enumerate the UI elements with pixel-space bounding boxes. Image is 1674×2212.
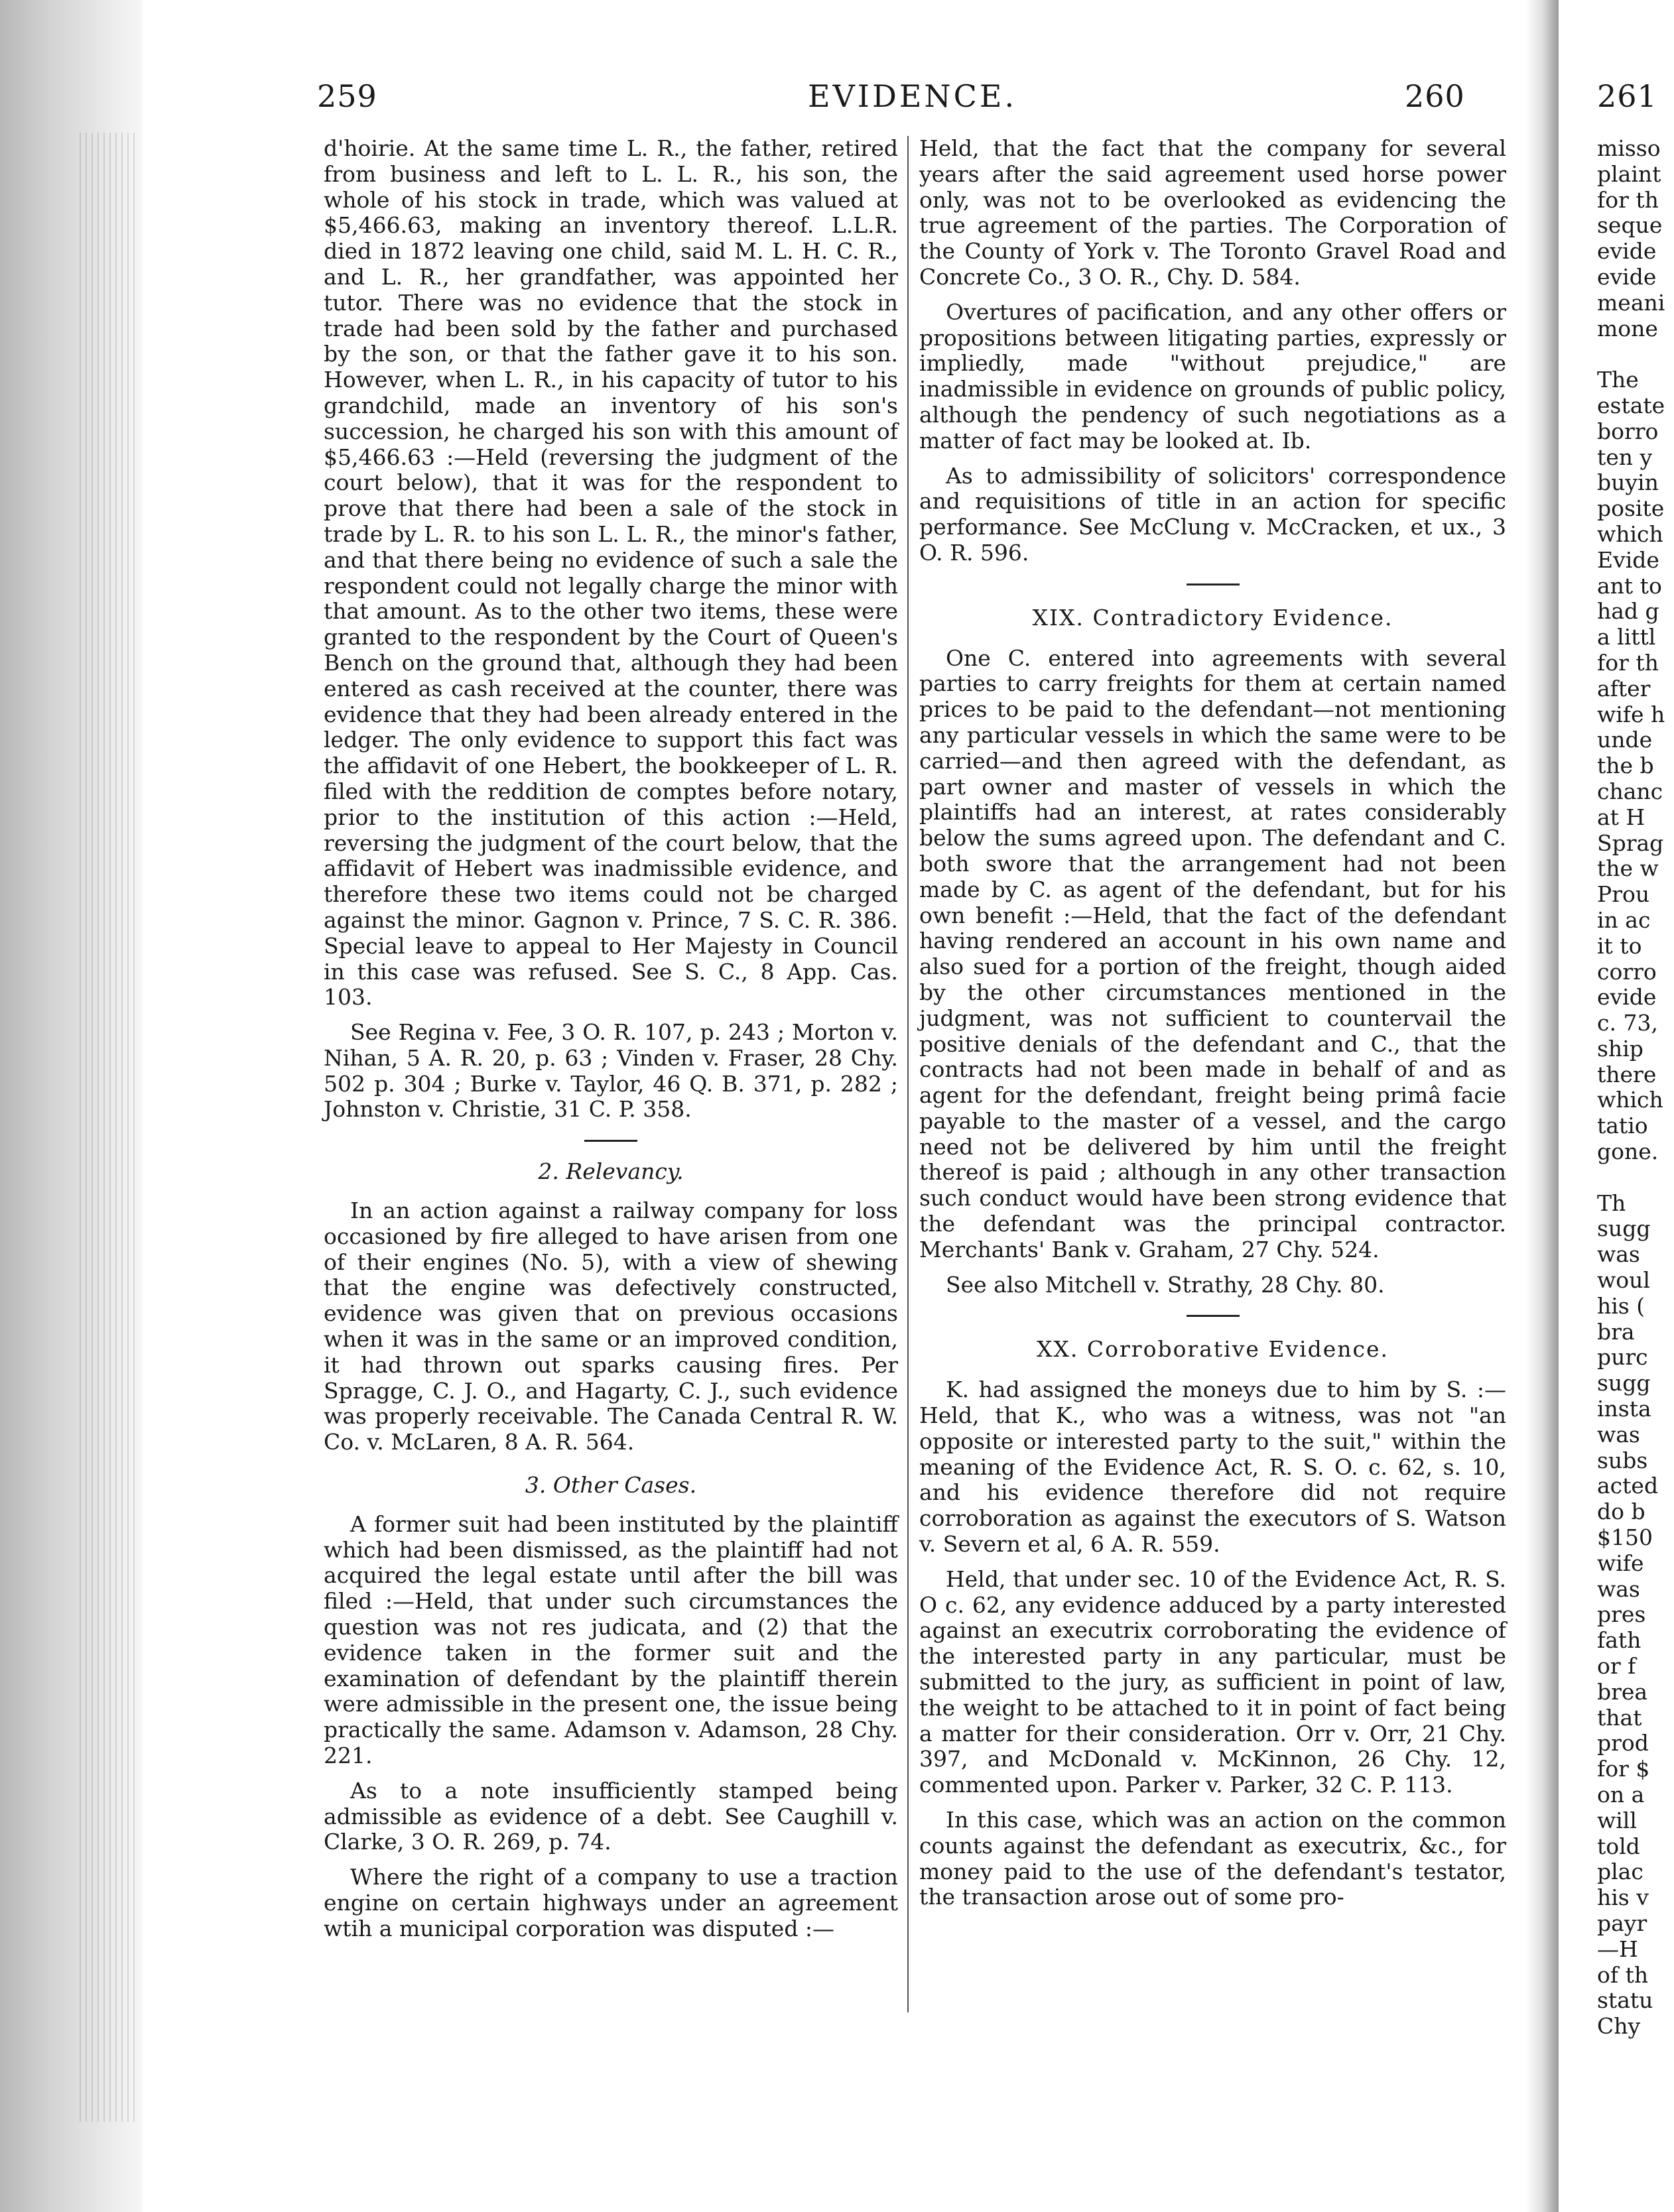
next-page-line-fragment: wife xyxy=(1597,1550,1644,1576)
left-column xyxy=(324,136,898,1951)
next-page-line-fragment: was xyxy=(1597,1575,1640,1602)
next-page-line-fragment: his ( xyxy=(1597,1292,1645,1319)
next-page-line-fragment: bra xyxy=(1597,1318,1635,1345)
paragraph: As to a note insufficiently stamped being admissible as evidence of a debt. See Caughill v. Clarke, 3 O. R. 269, p. 74. xyxy=(324,1777,898,1855)
paragraph: In this case, which was an action on the common counts against the defendant as executrix, &c., for money paid to the use of the defendant's testator, the transaction arose out of some pro- xyxy=(919,1807,1506,1910)
next-page-line-fragment: or f xyxy=(1597,1653,1636,1680)
next-page-column-fragment xyxy=(1597,136,1674,2040)
column-divider xyxy=(907,136,909,2012)
next-page-line-fragment: unde xyxy=(1597,727,1653,753)
running-title: EVIDENCE. xyxy=(808,78,1017,114)
next-page-line-fragment: at H xyxy=(1597,804,1645,830)
next-page-line-fragment: on a xyxy=(1597,1782,1645,1808)
next-page-line-fragment: —H xyxy=(1597,1936,1638,1962)
next-page-line-fragment: The xyxy=(1597,367,1639,393)
next-page-line-fragment: insta xyxy=(1597,1396,1651,1422)
next-page-line-fragment: ant to xyxy=(1597,572,1662,599)
next-page-line-fragment: told xyxy=(1597,1833,1640,1859)
next-page-line-fragment: chanc xyxy=(1597,778,1663,804)
next-page-line-fragment: Prou xyxy=(1597,881,1650,908)
next-page-line-fragment: his v xyxy=(1597,1884,1649,1911)
paragraph: One C. entered into agreements with several parties to carry freights for them at certain named prices to be paid to the defendant—not mentioning any particular vessels in which the same were to be carried—and then agreed with the defendant, as part owner and master of vessels in which the plaintiffs had an interest, at rates considerably below the sums agreed upon. The defendant and C. both swore that the arrangement had not been made by C. as agent of the defendant, but for his own benefit :—Held, that the fact of the defendant having rendered an account in his own name and also sued for a portion of the freight, though aided by the other circumstances mentioned in the judgment, was not sufficient to countervail the positive denials of the defendant and C., that the contracts had not been made in behalf of and as agent for the defendant, freight being primâ facie payable to the master of a vessel, and the cargo need not be delivered by him until the freight thereof is paid ; although in any other transaction such conduct would have been strong evidence that the defendant was the principal contractor. Merchants' Bank v. Graham, 27 Chy. 524. xyxy=(919,645,1506,1262)
next-page-line-fragment: do b xyxy=(1597,1499,1645,1525)
next-page-line-fragment xyxy=(1597,1165,1674,1191)
next-page-line-fragment: ten y xyxy=(1597,444,1653,470)
next-page-line-fragment: ship xyxy=(1597,1035,1643,1062)
next-page-line-fragment: acted xyxy=(1597,1473,1659,1499)
next-page-line-fragment: there xyxy=(1597,1061,1657,1087)
next-page-line-fragment: evide xyxy=(1597,263,1657,290)
paragraph: In an action against a railway company for loss occasioned by fire alleged to have arisen from one of their engines (No. 5), with a view of shewing that the engine was defectively constructed, evidence was given that on previous occasions when it was in the same or an improved condition, it had thrown out sparks causing fires. Per Spragge, C. J. O., and Hagarty, C. J., such evidence was properly receivable. The Canada Central R. W. Co. v. McLaren, 8 A. R. 564. xyxy=(324,1198,898,1455)
next-page-line-fragment: borro xyxy=(1597,418,1659,444)
section-heading: XX. Corroborative Evidence. xyxy=(1036,1336,1389,1363)
next-page-line-fragment xyxy=(1597,341,1674,367)
next-page-line-fragment: in ac xyxy=(1597,906,1651,933)
next-page-line-fragment: purc xyxy=(1597,1344,1648,1371)
next-page-line-fragment: will xyxy=(1597,1807,1637,1833)
next-page-line-fragment: gone. xyxy=(1597,1138,1659,1165)
next-page-line-fragment: the b xyxy=(1597,753,1654,779)
paragraph: Held, that the fact that the company for several years after the said agreement used horse power only, was not to be overlooked as evidencing the true agreement of the parties. The Corporation of the County of York v. The Toronto Gravel Road and Concrete Co., 3 O. R., Chy. D. 584. xyxy=(919,135,1506,290)
next-page-line-fragment: c. 73, xyxy=(1597,1010,1658,1036)
next-page-line-fragment: wife h xyxy=(1597,701,1665,727)
next-page-line-fragment: pres xyxy=(1597,1601,1646,1628)
next-page-line-fragment: meani xyxy=(1597,289,1665,316)
next-page-line-fragment: mone xyxy=(1597,315,1658,341)
section-heading: 3. Other Cases. xyxy=(525,1472,697,1499)
section-rule xyxy=(1187,584,1240,585)
next-page-line-fragment: payr xyxy=(1597,1910,1647,1936)
paragraph: d'hoirie. At the same time L. R., the father, retired from business and left to L. L. R., his son, the whole of his stock in trade, which was valued at $5,466.63, making an inventory thereof. L.L.R. died in 1872 leaving one child, said M. L. H. C. R., and L. R., her grandfather, was appointed her tutor. There was no evidence that the stock in trade had been sold by the father and purchased by the son, or that the father gave it to his son. However, when L. R., in his capacity of tutor to his grandchild, made an inventory of his son's succession, he charged his son with this amount of $5,466.63 :—Held (reversing the judgment of the court below), that it was for the respondent to prove that there had been a sale of the stock in trade by L. R. to his son L. L. R., the minor's father, and that there being no evidence of such a sale the respondent could not legally charge the minor with that amount. As to the other two items, these were granted to the respondent by the Court of Queen's Bench on the ground that, although they had been entered as cash received at the counter, there was evidence that they had been already entered in the ledger. The only evidence to support this fact was the affidavit of one Hebert, the bookkeeper of L. R. filed with the reddition de comptes before notary, prior to the institution of this action :—Held, reversing the judgment of the court below, that the affidavit of Hebert was inadmissible evidence, and therefore these two items could not be charged against the minor. Gagnon v. Prince, 7 S. C. R. 386. Special leave to appeal to Her Majesty in Council in this case was refused. See S. C., 8 App. Cas. 103. xyxy=(324,135,898,1011)
next-page-line-fragment: Evide xyxy=(1597,546,1659,573)
paragraph: As to admissibility of solicitors' correspondence and requisitions of title in an action for specific performance. See McClung v. McCracken, et ux., 3 O. R. 596. xyxy=(919,462,1506,566)
next-page-line-fragment: was xyxy=(1597,1421,1640,1447)
next-page-line-fragment: Th xyxy=(1597,1190,1626,1216)
section-heading: 2. Relevancy. xyxy=(538,1158,684,1185)
section-heading: XIX. Contradictory Evidence. xyxy=(1032,604,1393,631)
next-page-line-fragment: a littl xyxy=(1597,624,1656,650)
next-page-line-fragment: the w xyxy=(1597,855,1659,882)
next-page-line-fragment: seque xyxy=(1597,212,1663,239)
next-page-line-fragment: fath xyxy=(1597,1627,1642,1654)
paragraph: See also Mitchell v. Strathy, 28 Chy. 80. xyxy=(946,1271,1385,1298)
next-page-line-fragment: it to xyxy=(1597,932,1642,959)
next-page-line-fragment: after xyxy=(1597,675,1651,702)
next-page-line-fragment: statu xyxy=(1597,1987,1653,2014)
next-page-line-fragment: estate xyxy=(1597,392,1665,418)
next-page-line-fragment: for th xyxy=(1597,649,1659,676)
next-page-line-fragment: plac xyxy=(1597,1859,1643,1885)
next-page-line-fragment: that xyxy=(1597,1704,1642,1731)
paragraph: See Regina v. Fee, 3 O. R. 107, p. 243 ; Morton v. Nihan, 5 A. R. 20, p. 63 ; Vinden v. Fraser, 28 Chy. 502 p. 304 ; Burke v. Taylor, 46 Q. B. 371, p. 282 ; Johnston v. Christie, 31 C. P. 358. xyxy=(324,1019,898,1123)
page-edges xyxy=(80,133,139,2122)
paragraph: K. had assigned the moneys due to him by S. :—Held, that K., who was a witness, was not "an opposite or interested party to the suit," within the meaning of the Evidence Act, R. S. O. c. 62, s. 10, and his evidence therefore did not require corroboration as against the executors of S. Watson v. Severn et al, 6 A. R. 559. xyxy=(919,1377,1506,1558)
section-rule xyxy=(1187,1315,1240,1317)
next-page-line-fragment: woul xyxy=(1597,1267,1650,1294)
next-page-line-fragment: sugg xyxy=(1597,1215,1651,1242)
next-page-line-fragment: Sprag xyxy=(1597,830,1664,856)
next-page-line-fragment: evide xyxy=(1597,984,1657,1011)
paragraph: Held, that under sec. 10 of the Evidence Act, R. S. O c. 62, any evidence adduced by a party interested against an executrix corroborating the evidence of the interested party in any particular, must be submitted to the jury, as sufficient in point of law, the weight to be attached to it in point of fact being a matter for their consideration. Orr v. Orr, 21 Chy. 397, and McDonald v. McKinnon, 26 Chy. 12, commented upon. Parker v. Parker, 32 C. P. 113. xyxy=(919,1566,1506,1798)
next-page-line-fragment: buyin xyxy=(1597,469,1659,496)
next-page-line-fragment: misso xyxy=(1597,136,1661,161)
next-page-line-fragment: tatio xyxy=(1597,1113,1648,1139)
next-page-line-fragment: sugg xyxy=(1597,1370,1651,1396)
next-page-line-fragment: of th xyxy=(1597,1961,1649,1988)
paragraph: Overtures of pacification, and any other offers or propositions between litigating parties, expressly or impliedly, made "without prejudice," are inadmissible in evidence on grounds of public policy, although the pendency of such negotiations as a matter of fact may be looked at. Ib. xyxy=(919,298,1506,454)
next-page-line-fragment: for $ xyxy=(1597,1756,1650,1782)
next-page-line-fragment: which xyxy=(1597,521,1663,547)
next-page-line-fragment: for th xyxy=(1597,186,1659,213)
page-gutter xyxy=(1525,0,1559,2212)
next-page-line-fragment: plaint xyxy=(1597,160,1661,187)
paragraph: A former suit had been instituted by the plaintiff which had been dismissed, as the plaintiff had not acquired the legal estate until after the bill was filed :—Held, that under such circumstances the question was not res judicata, and (2) that the evidence taken in the former suit and the examination of defendant by the plaintiff therein were admissible in the present one, the issue being practically the same. Adamson v. Adamson, 28 Chy. 221. xyxy=(324,1510,898,1769)
section-rule xyxy=(584,1140,637,1142)
next-page-line-fragment: corro xyxy=(1597,958,1657,985)
page-number-next: 261 xyxy=(1597,78,1657,114)
next-page-line-fragment: was xyxy=(1597,1241,1640,1268)
right-column xyxy=(919,136,1506,1920)
next-page-line-fragment: brea xyxy=(1597,1678,1648,1705)
next-page-line-fragment: had g xyxy=(1597,598,1659,625)
next-page-line-fragment: which xyxy=(1597,1087,1663,1113)
next-page-line-fragment: subs xyxy=(1597,1447,1648,1473)
paragraph: Where the right of a company to use a traction engine on certain highways under an agreement wtih a municipal corporation was disputed :— xyxy=(324,1864,898,1941)
next-page-line-fragment: posite xyxy=(1597,495,1665,522)
next-page-line-fragment: Chy xyxy=(1597,2013,1641,2040)
next-page-line-fragment: $150 xyxy=(1597,1524,1653,1551)
page-number-left: 259 xyxy=(317,78,377,114)
next-page-line-fragment: prod xyxy=(1597,1730,1649,1756)
next-page-line-fragment: evide xyxy=(1597,238,1657,265)
page-number-right: 260 xyxy=(1405,78,1465,114)
